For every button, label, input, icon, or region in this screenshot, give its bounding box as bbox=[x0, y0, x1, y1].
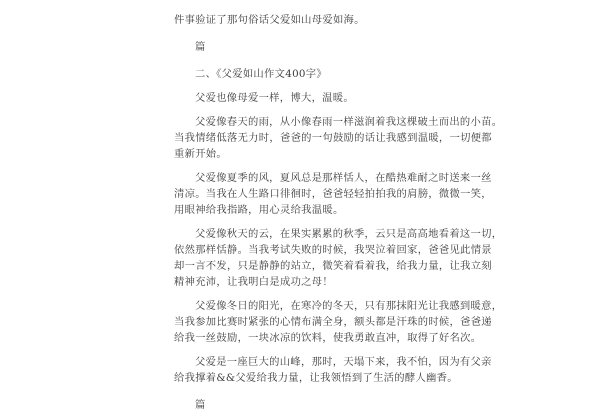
paragraph-line: 父爱也像母爱一样，博大，温暖。 bbox=[195, 92, 354, 104]
paragraph-line: 当我情绪低落无力时，爸爸的一句鼓励的话让我感到温暖，一切便都 bbox=[174, 132, 492, 144]
paragraph-1 bbox=[174, 90, 426, 106]
paragraph-line: 重新开始。 bbox=[174, 148, 227, 160]
paragraph-line: 用眼神给我指路，用心灵给我温暖。 bbox=[174, 204, 344, 216]
paragraph-4 bbox=[174, 226, 503, 290]
paragraph-line: 父爱像冬日的阳光，在寒冷的冬天，只有那抹阳光让我感到暖意， bbox=[195, 300, 503, 312]
paragraph-line: 却一言不发，只是静静的站立，微笑着看着我，给我力量，让我立刻 bbox=[174, 260, 492, 272]
paragraph-3 bbox=[174, 170, 492, 218]
intro-line: 件事验证了那句俗话父爱如山母爱如海。 bbox=[174, 14, 365, 26]
paragraph-line: 父爱像春天的雨，从小像春雨一样滋润着我这棵破土而出的小苗。 bbox=[195, 116, 503, 128]
paragraph-line: 依然那样恬静。当我考试失败的时候，我哭泣着回家，爸爸见此情景 bbox=[174, 244, 492, 256]
paragraph-line: 父爱像夏季的风，夏风总是那样恬人，在酷热难耐之时送来一丝 bbox=[195, 172, 492, 184]
paragraph-6 bbox=[174, 354, 492, 386]
paragraph-line: 清凉。当我在人生路口徘徊时，爸爸轻轻拍拍我的肩膀，微微一笑， bbox=[174, 188, 492, 200]
section-marker: 篇 bbox=[195, 41, 206, 53]
paragraph-line: 当我参加比赛时紧张的心情布满全身，额头都是汗珠的时候，爸爸递 bbox=[174, 316, 492, 328]
paragraph-line: 给我撑着&&父爱给我力量，让我领悟到了生活的酵人幽香。 bbox=[174, 372, 458, 384]
section-marker: 篇 bbox=[195, 399, 206, 411]
paragraph-2 bbox=[174, 114, 503, 162]
essay-title: 二、《父爱如山作文400字》 bbox=[195, 68, 327, 80]
paragraph-5 bbox=[174, 298, 503, 346]
document-body bbox=[174, 12, 503, 413]
paragraph-line: 给我一丝鼓励，一块冰凉的饮料，使我勇敢直冲，取得了好名次。 bbox=[174, 332, 482, 344]
paragraph-line: 父爱是一座巨大的山峰，那时，天塌下来，我不怕，因为有父亲 bbox=[195, 356, 492, 368]
paragraph-line: 父爱像秋天的云，在果实累累的秋季，云只是高高地看着这一切， bbox=[195, 228, 503, 240]
paragraph-line: 精神充沛，让我明白是成功之母！ bbox=[174, 276, 333, 288]
